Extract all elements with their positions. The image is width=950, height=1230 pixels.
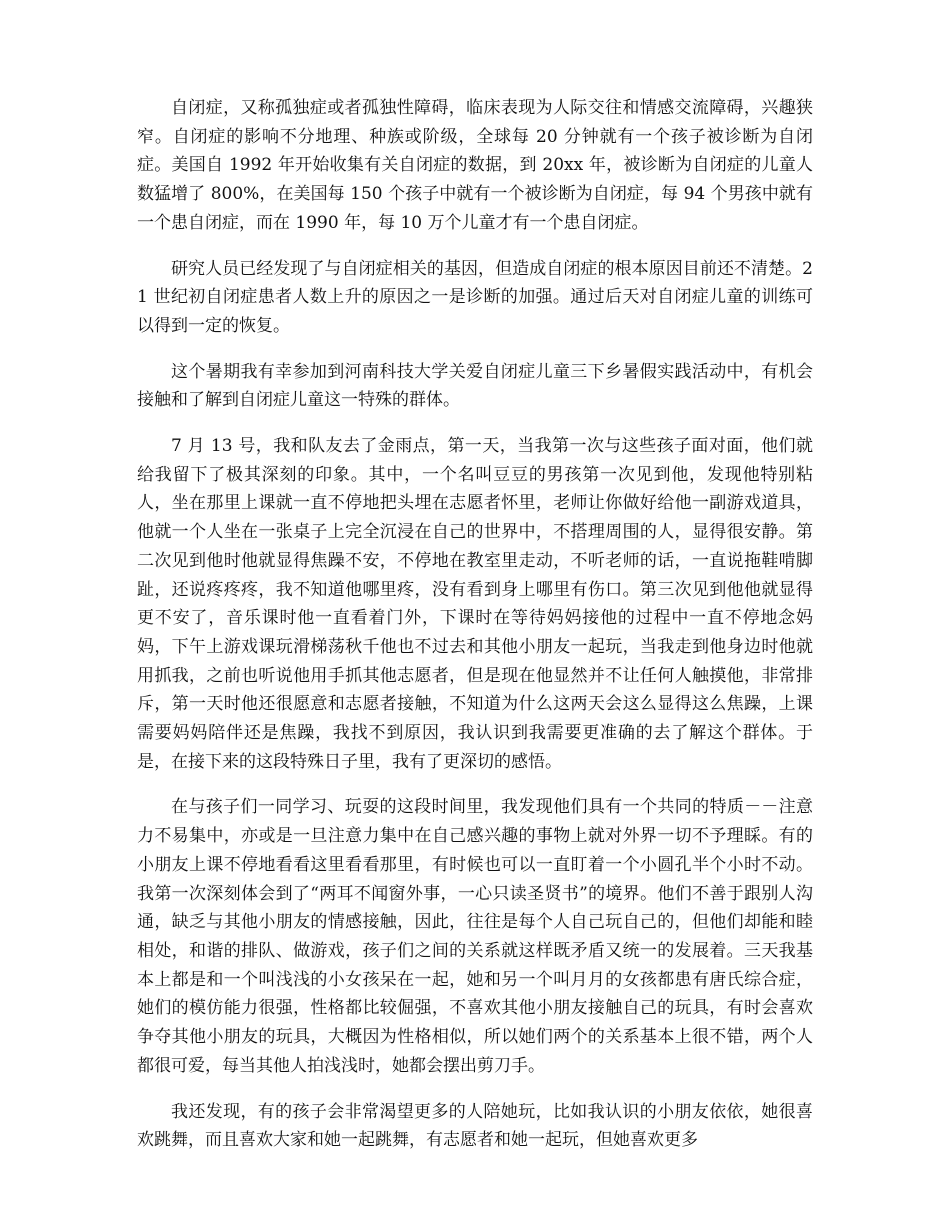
paragraph-summer-activity: 这个暑期我有幸参加到河南科技大学关爱自闭症儿童三下乡暑假实践活动中，有机会接触和了解到自闭症儿童这一特殊的群体。 [137,361,813,411]
paragraph-july-13: 7 月 13 号，我和队友去了金雨点，第一天，当我第一次与这些孩子面对面，他们就给我留下了极其深刻的印象。其中，一个名叫豆豆的男孩第一次见到他，发现他特别粘人，坐在那里上课就一直不停地把头埋在志愿者怀里，老师让你做好给他一副游戏道具，他就一个人坐在一张桌子上完全沉浸在自己的世界中，不搭理周围的人，显得很安静。第二次见到他时他就显得焦躁不安，不停地在教室里走动，不听老师的话，一直说拖鞋啃脚趾，还说疼疼疼，我不知道他哪里疼，没有看到身上哪里有伤口。第三次见到他他就显得更不安了，音乐课时他一直看着门外，下课时在等待妈妈接他的过程中一直不停地念妈妈，下午上游戏课玩滑梯荡秋千他也不过去和其他小朋友一起玩，当我走到他身边时他就用抓我，之前也听说他用手抓其他志愿者，但是现在他显然并不让任何人触摸他，非常排斥，第一天时他还很愿意和志愿者接触，不知道为什么这两天会这么显得这么焦躁，上课需要妈妈陪伴还是焦躁，我找不到原因，我认识到我需要更准确的去了解这个群体。于是，在接下来的这段特殊日子里，我有了更深切的感悟。 [137,436,813,772]
document-body [137,94,813,1172]
paragraph-yiyi: 我还发现，有的孩子会非常渴望更多的人陪她玩，比如我认识的小朋友依依，她很喜欢跳舞，而且喜欢大家和她一起跳舞，有志愿者和她一起玩，但她喜欢更多 [137,1101,813,1151]
paragraph-intro: 自闭症，又称孤独症或者孤独性障碍，临床表现为人际交往和情感交流障碍，兴趣狭窄。自闭症的影响不分地理、种族或阶级，全球每 20 分钟就有一个孩子被诊断为自闭症。美国自 1992 年开始收集有关自闭症的数据，到 20xx 年，被诊断为自闭症的儿童人数猛增了 800%，在美国每 150 个孩子中就有一个被诊断为自闭症，每 94 个男孩中就有一个患自闭症，而在 1990 年，每 10 万个儿童才有一个患自闭症。 [137,98,813,233]
paragraph-observations: 在与孩子们一同学习、玩耍的这段时间里，我发现他们具有一个共同的特质－－注意力不易集中，亦或是一旦注意力集中在自己感兴趣的事物上就对外界一切不予理睬。有的小朋友上课不停地看看这里看看那里，有时候也可以一直盯着一个小圆孔半个小时不动。我第一次深刻体会到了“两耳不闻窗外事，一心只读圣贤书”的境界。他们不善于跟别人沟通，缺乏与其他小朋友的情感接触，因此，往往是每个人自己玩自己的，但他们却能和睦相处，和谐的排队、做游戏，孩子们之间的关系就这样既矛盾又统一的发展着。三天我基本上都是和一个叫浅浅的小女孩呆在一起，她和另一个叫月月的女孩都患有唐氏综合症，她们的模仿能力很强，性格都比较倔强，不喜欢其他小朋友接触自己的玩具，有时会喜欢争夺其他小朋友的玩具，大概因为性格相似，所以她们两个的关系基本上很不错，两个人都很可爱，每当其他人拍浅浅时，她都会摆出剪刀手。 [137,797,813,1076]
paragraph-research: 研究人员已经发现了与自闭症相关的基因，但造成自闭症的根本原因目前还不清楚。21 世纪初自闭症患者人数上升的原因之一是诊断的加强。通过后天对自闭症儿童的训练可以得到一定的恢复。 [137,258,813,336]
